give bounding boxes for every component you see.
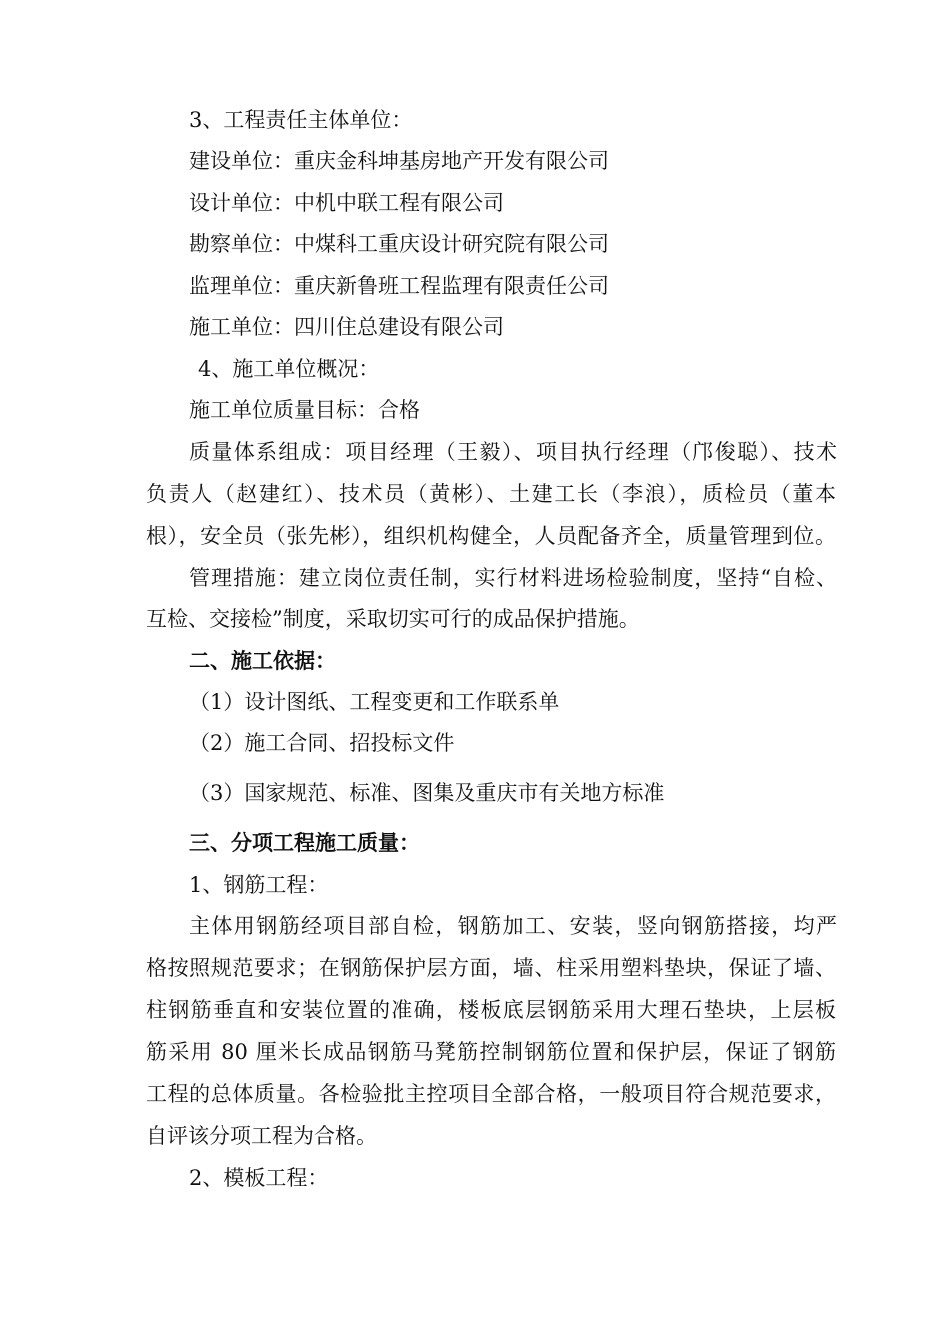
unit-supervision: 监理单位：重庆新鲁班工程监理有限责任公司 (189, 274, 609, 298)
unit-design: 设计单位：中机中联工程有限公司 (189, 191, 504, 215)
formwork-title: 2、模板工程： (189, 1166, 329, 1190)
basis-item: （2）施工合同、招投标文件 (189, 731, 455, 755)
measures-line: 互检、交接检”制度，采取切实可行的成品保护措施。 (146, 607, 640, 631)
unit-survey: 勘察单位：中煤科工重庆设计研究院有限公司 (189, 232, 609, 256)
basis-heading: 二、施工依据： (189, 648, 336, 673)
rebar-text-line: 工程的总体质量。各检验批主控项目全部合格，一般项目符合规范要求， (146, 1082, 836, 1106)
section-3-title: 3、工程责任主体单位： (189, 108, 413, 132)
rebar-text-line: 柱钢筋垂直和安装位置的准确，楼板底层钢筋采用大理石垫块，上层板 (146, 998, 836, 1022)
quality-system-line: 质量体系组成：项目经理（王毅）、项目执行经理（邝俊聪）、技术 (189, 440, 837, 464)
quality-system-line: 负责人（赵建红）、技术员（黄彬）、土建工长（李浪），质检员（董本 (146, 482, 836, 506)
rebar-title: 1、钢筋工程： (189, 873, 329, 897)
rebar-text-line: 筋采用 80 厘米长成品钢筋马凳筋控制钢筋位置和保护层，保证了钢筋 (146, 1040, 836, 1064)
quality-system-line: 根），安全员（张先彬），组织机构健全，人员配备齐全，质量管理到位。 (146, 524, 836, 548)
rebar-text-line: 主体用钢筋经项目部自检，钢筋加工、安装，竖向钢筋搭接，均严 (189, 914, 837, 938)
unit-contractor: 施工单位：四川住总建设有限公司 (189, 315, 504, 339)
unit-construction: 建设单位：重庆金科坤基房地产开发有限公司 (189, 149, 609, 173)
section-4-title: 4、施工单位概况： (198, 357, 380, 381)
basis-item: （1）设计图纸、工程变更和工作联系单 (189, 690, 560, 714)
measures-line: 管理措施：建立岗位责任制，实行材料进场检验制度，坚持“自检、 (189, 566, 837, 590)
quality-heading: 三、分项工程施工质量： (189, 830, 420, 855)
rebar-text-line: 自评该分项工程为合格。 (146, 1124, 377, 1148)
rebar-text-line: 格按照规范要求；在钢筋保护层方面，墙、柱采用塑料垫块，保证了墙、 (146, 956, 836, 980)
quality-goal: 施工单位质量目标：合格 (189, 398, 420, 422)
basis-item: （3）国家规范、标准、图集及重庆市有关地方标准 (189, 781, 665, 805)
